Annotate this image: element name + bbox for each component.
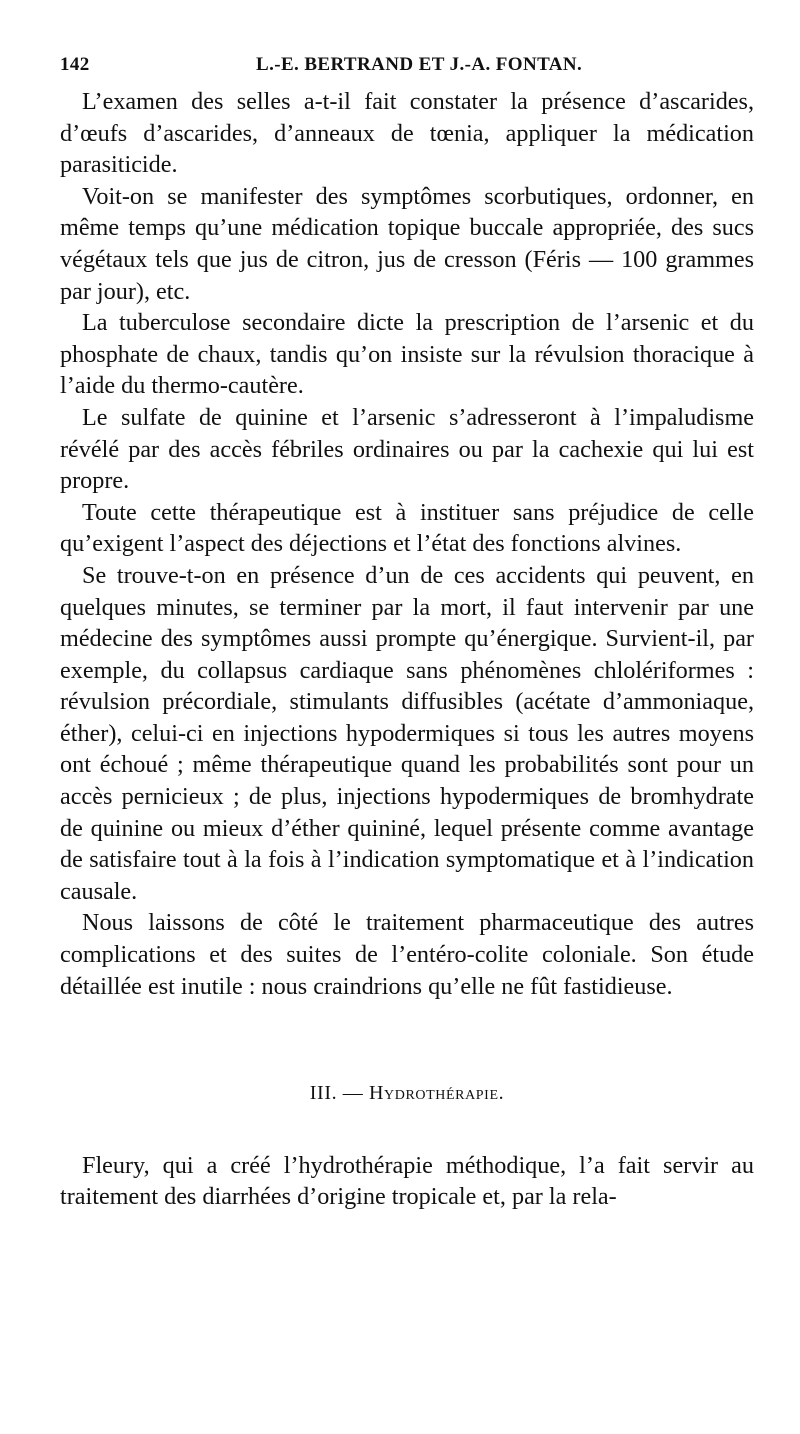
section-heading	[60, 1078, 754, 1110]
section-numeral: III.	[309, 1082, 338, 1105]
paragraph-therapeutique: Toute cette thérapeutique est à instituer sans préjudice de celle qu’exigent l’aspect des déjections et l’état des fonctions alvines.	[60, 498, 754, 558]
section-title: Hydrothérapie.	[369, 1082, 505, 1105]
paragraph-tuberculose: La tuberculose secondaire dicte la prescription de l’arsenic et du phosphate de chaux, tandis qu’on insiste sur la révulsion thoracique à l’aide du thermo-cautère.	[60, 309, 754, 400]
running-title: L.-E. BERTRAND ET J.-A. FONTAN.	[256, 54, 583, 75]
paragraph-scorbut: Voit-on se manifester des symptômes scorbutiques, ordonner, en même temps qu’une médication topique buccale appropriée, des sucs végétaux tels que jus de citron, jus de cresson (Féris — 100 grammes par jour), etc.	[60, 182, 754, 305]
running-head	[60, 54, 754, 86]
page-number: 142	[60, 54, 90, 75]
paragraph-impaludisme: Le sulfate de quinine et l’arsenic s’adresseront à l’impaludisme révélé par des accès fébriles ordinaires ou par la cachexie qui lui est propre.	[60, 403, 754, 495]
section-dash: —	[342, 1082, 364, 1105]
paragraph-accidents: Se trouve-t-on en présence d’un de ces accidents qui peuvent, en quelques minutes, se terminer par la mort, il faut intervenir par une médecine des symptômes aussi prompte qu’énergique. Survient-il, par exemple, du collapsus cardiaque sans phénomènes chlolériformes : révulsion précordiale, stimulants diffusibles (acétate d’ammoniaque, éther), celui-ci en injections hypodermiques si tous les autres moyens ont échoué ; même thérapeutique quand les probabilités sont pour un accès pernicieux ; de plus, injections hypodermiques de bromhydrate de quinine ou mieux d’éther quininé, lequel présente comme avantage de satisfaire tout à la fois à l’indication symptomatique et à l’indication causale.	[60, 561, 754, 905]
paragraph-fleury: Fleury, qui a créé l’hydrothérapie méthodique, l’a fait servir au traitement des diarrhées d’origine tropicale et, par la rela-	[60, 1151, 754, 1211]
paragraph-complications: Nous laissons de côté le traitement pharmaceutique des autres complications et des suites de l’entéro-colite coloniale. Son étude détaillée est inutile : nous craindrions qu’elle ne fût fastidieuse.	[60, 909, 754, 1000]
page	[60, 54, 754, 1213]
body-text	[60, 86, 754, 1213]
paragraph-ascarides: L’examen des selles a-t-il fait constater la présence d’ascarides, d’œufs d’ascarides, d’anneaux de tœnia, appliquer la médication parasiticide.	[60, 88, 754, 179]
